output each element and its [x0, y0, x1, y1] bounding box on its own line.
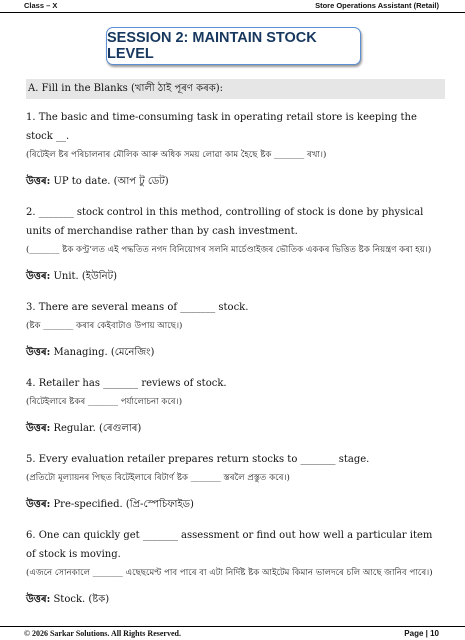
answer-label: উত্তৰ: — [26, 271, 51, 282]
question-item — [26, 374, 445, 437]
page-number: Page | 10 — [404, 629, 439, 638]
question-text: 6. One can quickly get _______ assessment or find out how well a particular item of stock is moving. — [26, 530, 433, 560]
answer-text: Pre-specified. (প্ৰি-স্পেচিফাইড) — [53, 499, 194, 510]
answer-text: UP to date. (আপ টু ডেট) — [53, 176, 169, 187]
answer-label: উত্তৰ: — [26, 423, 51, 434]
question-text: 5. Every evaluation retailer prepares return stocks to _______ stage. — [26, 454, 370, 465]
session-title: SESSION 2: MAINTAIN STOCK LEVEL — [107, 30, 317, 62]
answer-label: উত্তৰ: — [26, 176, 51, 187]
answer-line — [26, 592, 445, 608]
question-translation: (প্ৰতিটো মূল্যায়নৰ পিছত ৰিটেইলাৰে ৰিটাৰ্ণ ষ্টক _______ স্তৰলৈ প্ৰস্তুত কৰে।) — [26, 473, 290, 483]
answer-line — [26, 497, 445, 513]
question-translation: (_______ ষ্টক কণ্ট্ৰ’লত এই পদ্ধতিত নগদ বিনিয়োগৰ সলনি মাৰ্চেণ্ডাইজৰ ভৌতিক এককৰ ভিত্তিত ষ্টক নিয়ন্ত্ৰণ কৰা হয়।) — [26, 245, 432, 255]
page-header — [0, 0, 465, 13]
copyright-text: © 2026 Sarkar Solutions. All Rights Reserved. — [24, 629, 181, 638]
question-item — [26, 203, 445, 285]
session-title-box — [106, 27, 361, 65]
question-item — [26, 526, 445, 608]
answer-line — [26, 421, 445, 437]
question-item — [26, 298, 445, 361]
question-translation: (ষ্টক _______ কৰাৰ কেইবাটাও উপায় আছে।) — [26, 321, 183, 331]
question-translation: (ৰিটেইল ষ্টৰ পৰিচালনাৰ মৌলিক আৰু অধিক সময় লোৱা কাম হৈছে ষ্টক _______ ৰখা।) — [26, 150, 327, 160]
question-translation: (ৰিটেইলাৰে ষ্টকৰ _______ পৰ্যালোচনা কৰে।) — [26, 397, 183, 407]
answer-text: Regular. (ৰেগুলাৰ) — [53, 423, 142, 434]
answer-label: উত্তৰ: — [26, 347, 51, 358]
subject-label: Store Operations Assistant (Retail) — [315, 1, 439, 10]
question-text: 1. The basic and time-consuming task in operating retail store is keeping the stock __. — [26, 112, 417, 142]
class-label: Class – X — [24, 1, 58, 10]
question-item — [26, 108, 445, 190]
page-footer — [0, 626, 465, 640]
answer-line — [26, 174, 445, 190]
answer-text: Managing. (মেনেজিং) — [53, 347, 155, 358]
answer-line — [26, 269, 445, 285]
content — [26, 79, 445, 621]
question-text: 2. _______ stock control in this method, controlling of stock is done by physical units of merchandise rather than by cash investment. — [26, 207, 424, 237]
section-heading: A. Fill in the Blanks (খালী ঠাই পূৰণ কৰক): — [26, 79, 445, 99]
question-text: 4. Retailer has _______ reviews of stock. — [26, 378, 227, 389]
question-translation: (এজনে সোনকালে _______ এছেছমেণ্ট পাব পাৰে বা এটা নিৰ্দিষ্ট ষ্টক আইটেম কিমান ভালদৰে চলি আছে জানিব পাৰে।) — [26, 568, 433, 578]
question-text: 3. There are several means of _______ stock. — [26, 302, 249, 313]
answer-text: Stock. (ষ্টক) — [53, 594, 110, 605]
answer-label: উত্তৰ: — [26, 499, 51, 510]
answer-line — [26, 345, 445, 361]
answer-text: Unit. (ইউনিট) — [53, 271, 117, 282]
answer-label: উত্তৰ: — [26, 594, 51, 605]
question-item — [26, 450, 445, 513]
